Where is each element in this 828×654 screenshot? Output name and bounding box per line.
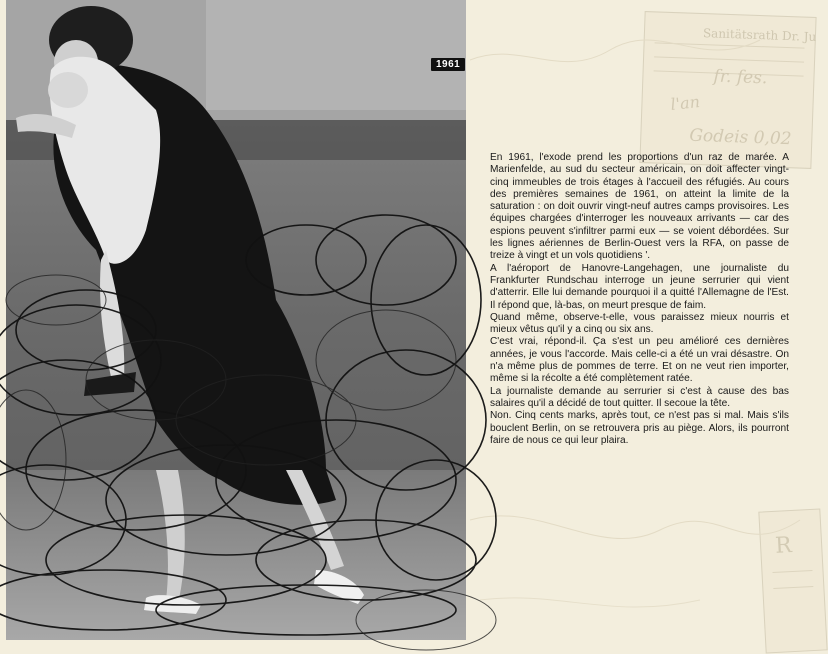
photo-illustration — [6, 0, 466, 640]
article-body — [490, 152, 789, 447]
article-paragraph: A l'aéroport de Hanovre-Langehagen, une journaliste du Frankfurter Rundschau interroge un jeune serrurier qui vient d'atterrir. Elle lui demande pourquoi il a quitté l'Allemagne de l'Est. Il répond que, là-bas, on meurt presque de faim. — [490, 262, 789, 311]
article-paragraph: La journaliste demande au serrurier si c'est à cause des bas salaires qu'il a décidé de tout quitter. Il secoue la tête. — [490, 385, 789, 409]
background-document-letter: R — [774, 533, 793, 559]
article-paragraph: Non. Cinq cents marks, après tout, ce n'est pas si mal. Mais s'ils bouclent Berlin, on se retrouvera pris au piège. Alors, ils pourront faire de nous ce qui leur plaira. — [490, 410, 789, 446]
background-handwriting: fr. fes. — [713, 66, 768, 89]
article-paragraph: En 1961, l'exode prend les proportions d'un raz de marée. A Marienfelde, au sud du secteur américain, on doit affecter vingt-cinq immeubles de trois étages à l'accueil des réfugiés. Au cours des premières semaines de 1961, on atteint la limite de la saturation : on doit ouvrir vingt-neuf autres camps provisoires. Les équipes chargées d'interroger les nouveaux arrivants — car des espions peuvent s'infiltrer parmi eux — se voient débordées. Sur les lignes aériennes de Berlin-Ouest vers la RFA, on passe de treize à vingt et un vols quotidiens '. — [490, 152, 789, 262]
year-badge: 1961 — [431, 58, 465, 71]
background-document-title: Sanitätsrath Dr. Ju — [702, 26, 817, 45]
article-paragraph: C'est vrai, répond-il. Ça s'est un peu amélioré ces dernières années, je vous l'accorde. Mais celle-ci a été un vrai désastre. On n'a même plus de pommes de terre. Et on ne veut rien importer, même si la récolte a été complètement ratée. — [490, 336, 789, 385]
background-handwriting: Godeis 0,02 — [689, 125, 792, 150]
background-document — [639, 11, 816, 169]
background-handwriting: l'an — [669, 92, 701, 114]
background-document — [758, 508, 827, 653]
refugee-photo — [6, 0, 466, 640]
article-paragraph: Quand même, observe-t-elle, vous paraissez mieux nourris et mieux vêtus qu'il y a cinq ou six ans. — [490, 311, 789, 336]
